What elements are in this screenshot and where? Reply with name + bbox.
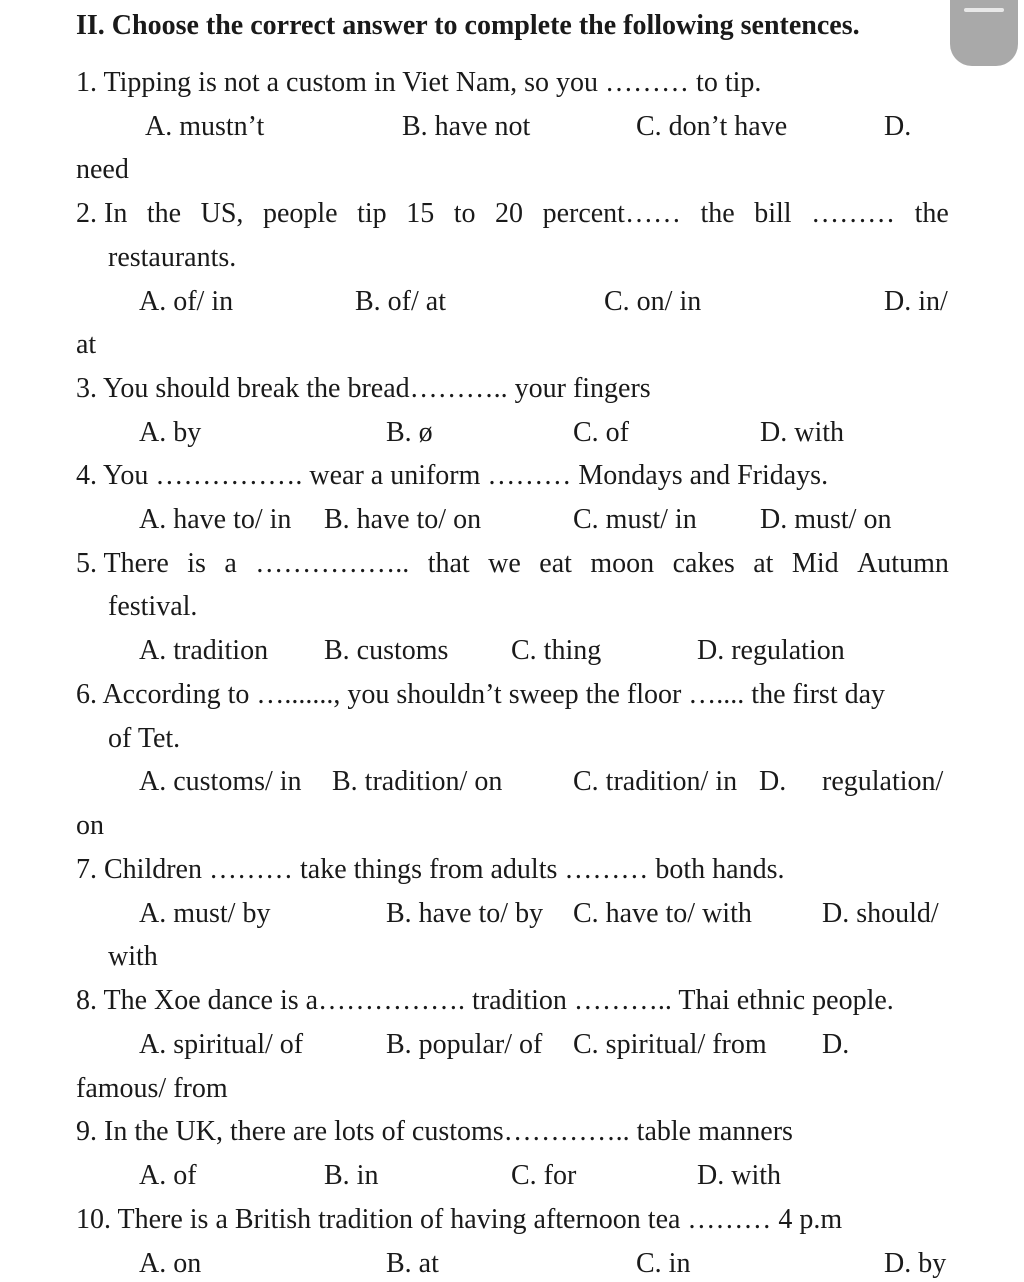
question-7-option-c[interactable]: C. have to/ with [573,898,752,929]
word: cakes [672,548,735,579]
word: eat [539,548,572,579]
question-10-option-d[interactable]: D. by [884,1248,947,1279]
question-7-option-d-continuation: with [108,941,158,972]
word: 15 [406,198,435,229]
word: tip [357,198,387,229]
question-8-option-b[interactable]: B. popular/ of [386,1029,543,1060]
question-2-option-b[interactable]: B. of/ at [355,286,446,317]
question-7-option-b[interactable]: B. have to/ by [386,898,544,929]
question-6-option-a[interactable]: A. customs/ in [139,766,302,797]
question-5-stem-line1 [76,550,949,578]
question-2-stem-line1 [76,200,949,228]
question-4-option-a[interactable]: A. have to/ in [139,504,292,535]
question-2-option-a[interactable]: A. of/ in [139,286,234,317]
question-1-option-b[interactable]: B. have not [402,111,531,142]
scroll-tab-bar [964,8,1004,12]
word: a [224,548,237,579]
question-10-option-c[interactable]: C. in [636,1248,691,1279]
question-1-option-d-continuation: need [76,154,129,185]
word: to [453,198,476,229]
question-9-option-d[interactable]: D. with [697,1160,781,1191]
question-9-option-a[interactable]: A. of [139,1160,197,1191]
question-7-option-a[interactable]: A. must/ by [139,898,271,929]
question-8-option-c[interactable]: C. spiritual/ from [573,1029,767,1060]
word: 5. There [76,548,169,579]
question-6-stem-line1: 6. According to …......., you shouldn’t sweep the floor ….... the first day [76,679,886,710]
question-9-option-b[interactable]: B. in [324,1160,379,1191]
word: 2. In [76,198,128,229]
question-4-option-b[interactable]: B. have to/ on [324,504,482,535]
word: …………….. [255,548,410,579]
word: Mid [791,548,839,579]
word: percent…… [542,198,681,229]
question-3-option-d[interactable]: D. with [760,417,844,448]
question-8-option-d[interactable]: D. [822,1029,850,1060]
question-8-option-a[interactable]: A. spiritual/ of [139,1029,304,1060]
question-5-option-a[interactable]: A. tradition [139,635,269,666]
word: the [914,198,949,229]
question-3-option-c[interactable]: C. of [573,417,629,448]
question-4-stem: 4. You ……………. wear a uniform ……… Mondays and Fridays. [76,460,829,491]
question-6-option-d-continuation: on [76,810,104,841]
question-10-stem: 10. There is a British tradition of having afternoon tea ……… 4 p.m [76,1204,843,1235]
question-5-option-b[interactable]: B. customs [324,635,449,666]
question-2-option-d-continuation: at [76,329,97,360]
word: US, [200,198,244,229]
section-title: II. Choose the correct answer to complete the following sentences. [76,10,860,41]
question-1-option-c[interactable]: C. don’t have [636,111,788,142]
question-9-option-c[interactable]: C. for [511,1160,577,1191]
question-5-option-c[interactable]: C. thing [511,635,602,666]
question-3-stem: 3. You should break the bread……….. your fingers [76,373,651,404]
word: at [753,548,774,579]
question-4-option-d[interactable]: D. must/ on [760,504,892,535]
question-7-option-d[interactable]: D. should/ [822,898,939,929]
word: is [187,548,206,579]
word: the [146,198,182,229]
question-8-stem: 8. The Xoe dance is a……………. tradition ……….. Thai ethnic people. [76,985,894,1016]
question-2-stem-line2: restaurants. [108,242,237,273]
question-1-option-d[interactable]: D. [884,111,912,142]
word: the [700,198,735,229]
question-10-option-b[interactable]: B. at [386,1248,439,1279]
word: we [488,548,521,579]
question-8-option-d-continuation: famous/ from [76,1073,228,1104]
question-9-stem: 9. In the UK, there are lots of customs………….. table manners [76,1116,793,1147]
question-5-option-d[interactable]: D. regulation [697,635,845,666]
question-6-option-c[interactable]: C. tradition/ in [573,766,738,797]
question-2-option-d[interactable]: D. in/ [884,286,948,317]
word: 20 [495,198,524,229]
question-6-stem-line2: of Tet. [108,723,181,754]
question-6-option-b[interactable]: B. tradition/ on [332,766,503,797]
question-6-option-d[interactable]: D. [759,766,787,797]
question-1-stem: 1. Tipping is not a custom in Viet Nam, so you ……… to tip. [76,67,762,98]
question-1-option-a[interactable]: A. mustn’t [145,111,265,142]
question-7-stem: 7. Children ……… take things from adults ……… both hands. [76,854,785,885]
question-4-option-c[interactable]: C. must/ in [573,504,697,535]
word: bill [754,198,792,229]
word: moon [590,548,655,579]
word: that [427,548,470,579]
question-5-stem-line2: festival. [108,591,198,622]
question-2-option-c[interactable]: C. on/ in [604,286,702,317]
question-6-option-d-text: regulation/ [822,766,944,797]
word: ……… [811,198,896,229]
question-3-option-a[interactable]: A. by [139,417,202,448]
question-3-option-b[interactable]: B. ø [386,417,433,448]
word: Autumn [857,548,949,579]
word: people [262,198,338,229]
question-10-option-a[interactable]: A. on [139,1248,202,1279]
